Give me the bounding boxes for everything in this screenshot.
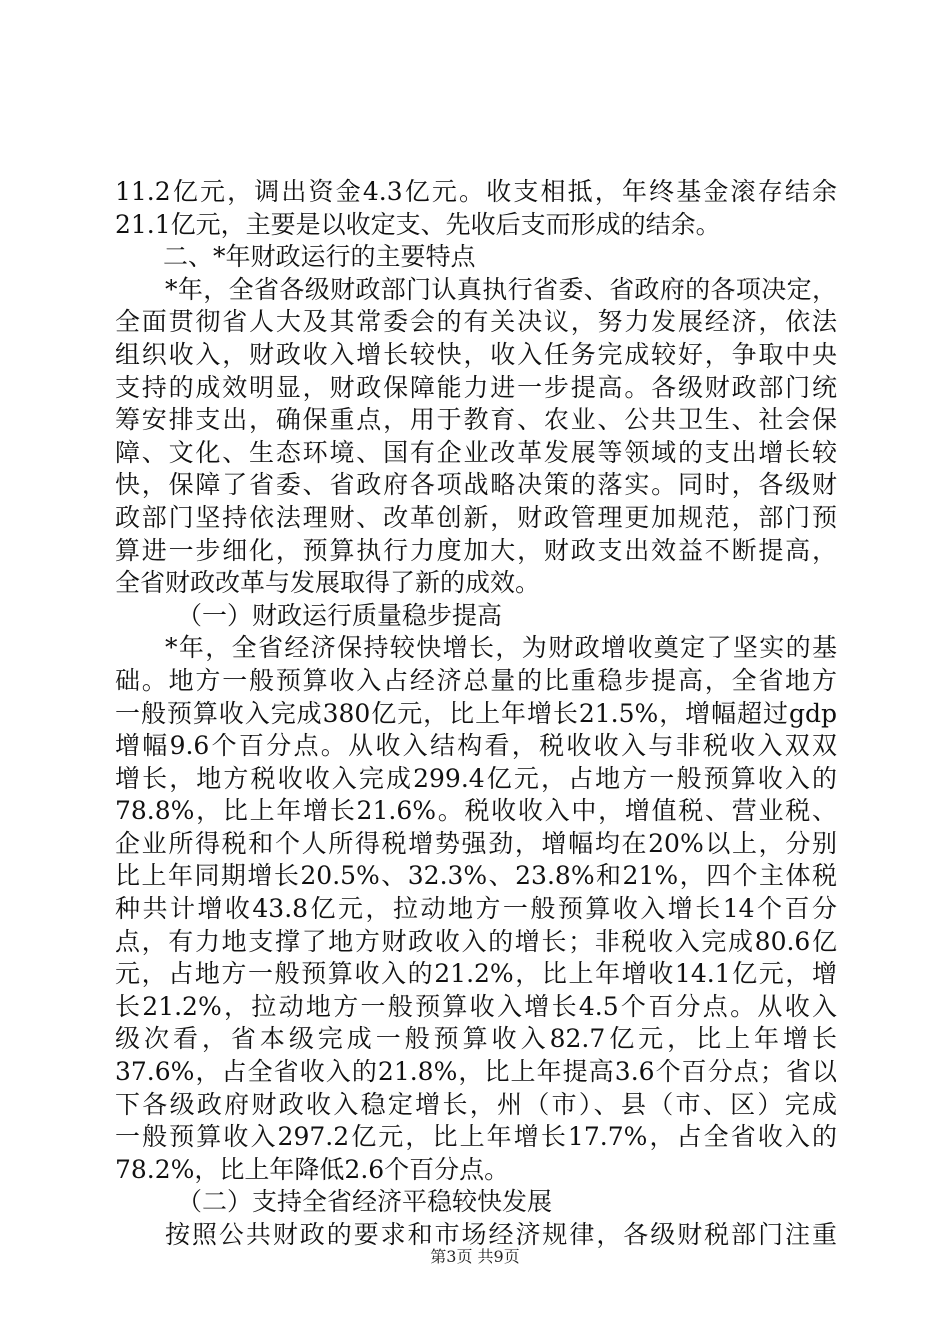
text-line: 元，占地方一般预算收入的21.2%，比上年增收14.1亿元，增 [115,959,837,989]
text-line: 21.1亿元，主要是以收定支、先收后支而形成的结余。 [115,209,721,239]
text-line: 一般预算收入完成380亿元，比上年增长21.5%，增幅超过gdp [115,698,837,728]
text-line: 增长，地方税收收入完成299.4亿元，占地方一般预算收入的 [115,763,837,793]
text-line: 全省财政改革与发展取得了新的成效。 [115,568,541,598]
text-line: 增幅9.6个百分点。从收入结构看，税收收入与非税收入双双 [115,731,837,761]
document-body [115,176,837,1252]
text-line: 级次看，省本级完成一般预算收入82.7亿元，比上年增长 [115,1024,837,1054]
text-line: 算进一步细化，预算执行力度加大，财政支出效益不断提高， [115,535,837,565]
text-line: 按照公共财政的要求和市场经济规律，各级财税部门注重 [165,1220,837,1249]
text-line: 11.2亿元，调出资金4.3亿元。收支相抵，年终基金滚存结余 [115,177,837,206]
section-heading: （二）支持全省经济平稳较快发展 [177,1187,553,1217]
text-line: 点，有力地支撑了地方财政收入的增长；非税收入完成80.6亿 [115,926,837,956]
text-line: 组织收入，财政收入增长较快，收入任务完成较好，争取中央 [115,339,837,369]
text-line: 种共计增收43.8亿元，拉动地方一般预算收入增长14个百分 [115,894,837,924]
text-line: 支持的成效明显，财政保障能力进一步提高。各级财政部门统 [115,372,837,402]
text-line: *年，全省经济保持较快增长，为财政增收奠定了坚实的基 [165,633,837,663]
section-heading: 二、*年财政运行的主要特点 [163,242,476,272]
text-line: 比上年同期增长20.5%、32.3%、23.8%和21%，四个主体税 [115,861,837,891]
text-line: 78.2%，比上年降低2.6个百分点。 [115,1154,510,1184]
text-line: 筹安排支出，确保重点，用于教育、农业、公共卫生、社会保 [115,405,837,435]
text-line: 下各级政府财政收入稳定增长，州（市）、县（市、区）完成 [115,1089,837,1119]
text-line: 37.6%，占全省收入的21.8%，比上年提高3.6个百分点；省以 [115,1057,837,1087]
text-line: 78.8%，比上年增长21.6%。税收收入中，增值税、营业税、 [115,796,837,826]
text-line: 快，保障了省委、省政府各项战略决策的落实。同时，各级财 [115,470,837,500]
text-line: 企业所得税和个人所得税增势强劲，增幅均在20%以上，分别 [115,828,837,858]
text-line: 长21.2%，拉动地方一般预算收入增长4.5个百分点。从收入 [115,991,837,1021]
section-heading: （一）财政运行质量稳步提高 [177,600,503,630]
page-footer: 第3页 共9页 [430,1247,520,1266]
text-line: 础。地方一般预算收入占经济总量的比重稳步提高，全省地方 [115,665,837,695]
text-line: 政部门坚持依法理财、改革创新，财政管理更加规范，部门预 [115,502,837,532]
text-line: 一般预算收入297.2亿元，比上年增长17.7%，占全省收入的 [115,1122,837,1152]
text-line: 障、文化、生态环境、国有企业改革发展等领域的支出增长较 [115,437,837,467]
text-line: *年，全省各级财政部门认真执行省委、省政府的各项决定， [165,274,837,304]
text-line: 全面贯彻省人大及其常委会的有关决议，努力发展经济，依法 [115,307,837,337]
